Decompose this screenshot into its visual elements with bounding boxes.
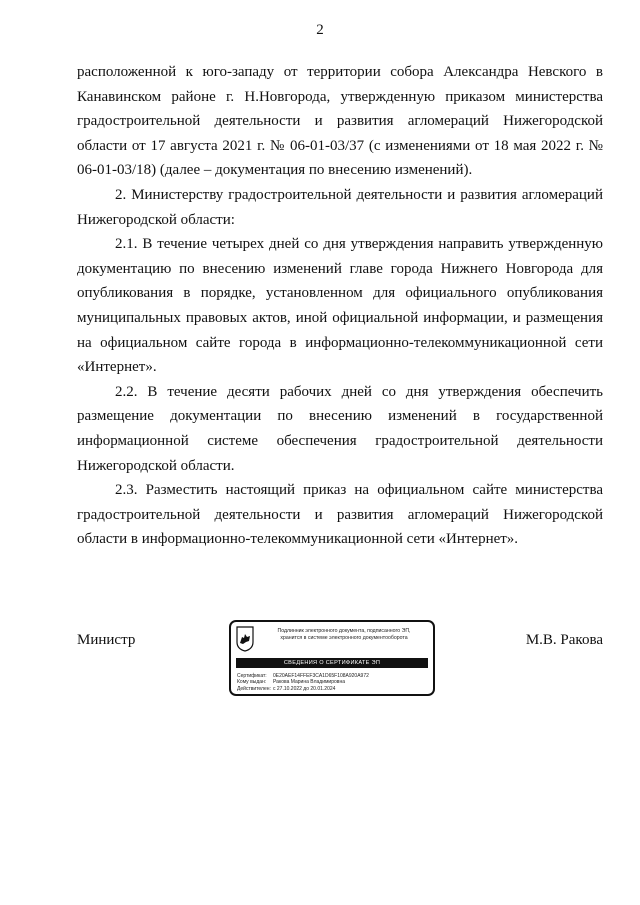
stamp-valid-value: с 27.10.2022 до 20.01.2024 bbox=[273, 685, 336, 692]
stamp-title: СВЕДЕНИЯ О СЕРТИФИКАТЕ ЭП bbox=[236, 658, 428, 668]
paragraph-item-2-1: 2.1. В течение четырех дней со дня утверждения направить утвержденную документацию по внесению изменений главе города Нижнего Новгорода для опубликования в порядке, установленном для официального опубликования муниципальных правовых актов, иной официальной информации, и размещения на официальном сайте города в информационно-телекоммуникационной сети «Интернет». bbox=[77, 236, 603, 376]
document-body bbox=[77, 60, 603, 552]
paragraph-item-2: 2. Министерству градостроительной деятельности и развития агломераций Нижегородской области: bbox=[77, 186, 603, 228]
stamp-header-line-2: хранится в системе электронного документооборота bbox=[280, 634, 408, 641]
paragraph-item-2-3: 2.3. Разместить настоящий приказ на официальном сайте министерства градостроительной деятельности и развития агломераций Нижегородской области в информационно-телекоммуникационной сети «Интернет». bbox=[77, 482, 603, 548]
page-number: 2 bbox=[316, 22, 324, 38]
stamp-valid-label: Действителен: bbox=[237, 685, 271, 692]
stamp-owner-value: Ракова Марина Владимировна bbox=[273, 679, 345, 686]
electronic-signature-stamp bbox=[229, 620, 435, 696]
stamp-cert-value: 0E20AEF14FFEF3CA1D65F108A920A972 bbox=[273, 673, 369, 679]
paragraph-continuation: расположенной к юго-западу от территории собора Александра Невского в Канавинском районе г. Н.Новгорода, утвержденную приказом министерства градостроительной деятельности и развития агломераций Нижегородской области от 17 августа 2021 г. № 06-01-03/37 (с изменениями от 18 мая 2022 г. № 06-01-03/18) (далее – документация по внесению изменений). bbox=[77, 64, 603, 179]
stamp-valid-row bbox=[237, 686, 429, 692]
paragraph-item-2-2: 2.2. В течение десяти рабочих дней со дня утверждения обеспечить размещение документации по внесению изменений в государственной информационной системе обеспечения градостроительной деятельности Нижегородской области. bbox=[77, 383, 603, 474]
stamp-header bbox=[259, 628, 429, 641]
stamp-details bbox=[237, 673, 429, 692]
coat-of-arms-icon bbox=[236, 626, 254, 652]
signer-name: М.В. Ракова bbox=[525, 632, 603, 648]
signer-position: Министр bbox=[77, 632, 136, 648]
signature-block bbox=[77, 620, 603, 700]
stamp-header-line-1: Подлинник электронного документа, подписанного ЭП, bbox=[277, 628, 411, 634]
stamp-cert-label: Сертификат: bbox=[237, 673, 267, 679]
stamp-owner-label: Кому выдан: bbox=[237, 679, 267, 686]
